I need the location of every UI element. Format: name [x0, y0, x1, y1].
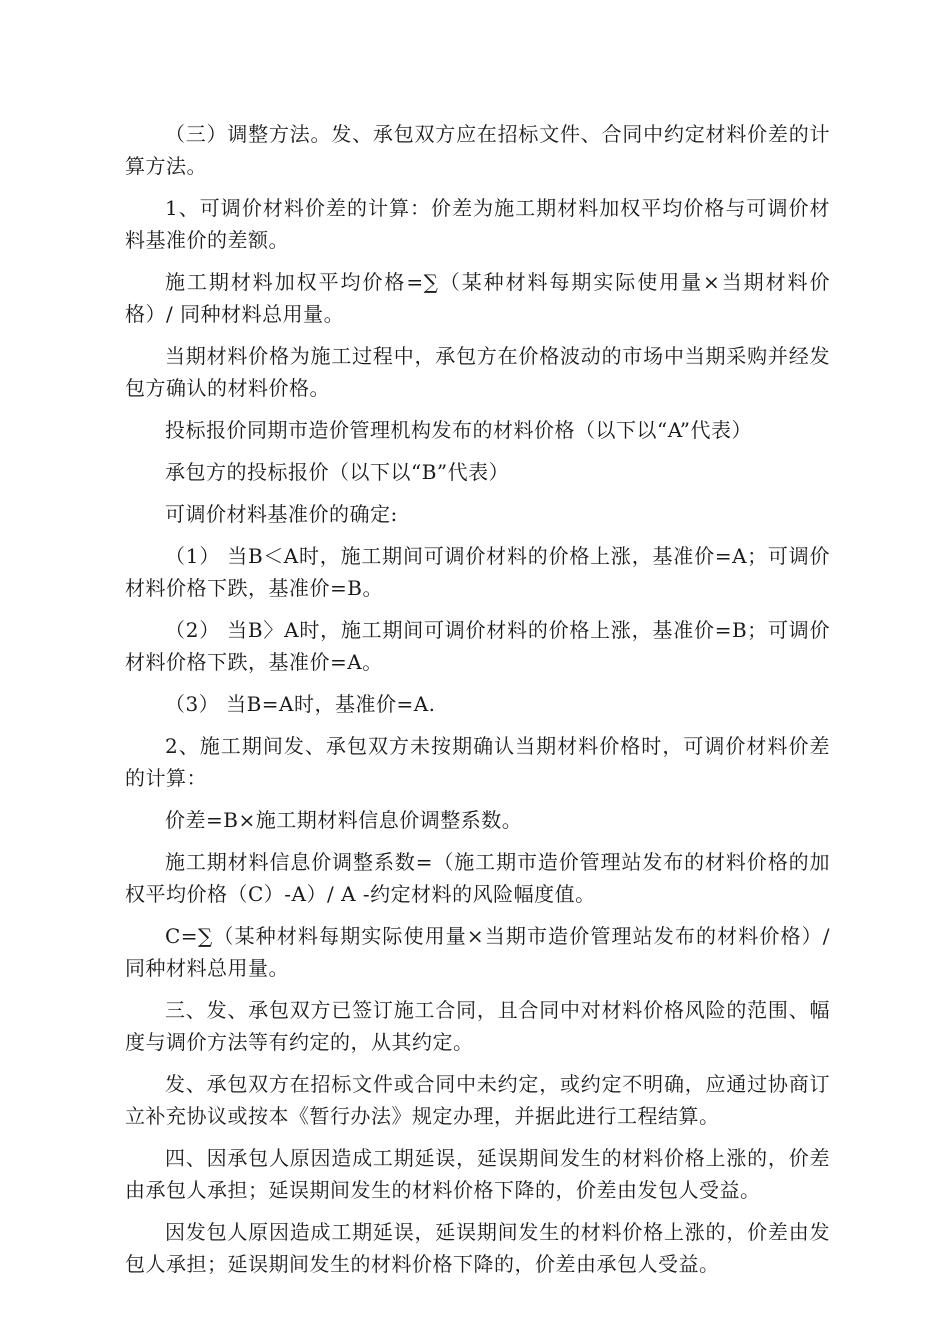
- paragraph-current-price-def: 当期材料价格为施工过程中，承包方在价格波动的市场中当期采购并经发包方确认的材料价格。: [125, 344, 830, 400]
- paragraph-unconfirmed-price: 2、施工期间发、承包双方未按期确认当期材料价格时，可调价材料价差的计算：: [125, 734, 830, 790]
- paragraph-employer-delay: 因发包人原因造成工期延误，延误期间发生的材料价格上涨的，价差由发包人承担；延误期间发生的材料价格下降的，价差由承包人受益。: [125, 1220, 830, 1276]
- paragraph-section-four: 四、因承包人原因造成工期延误，延误期间发生的材料价格上涨的，价差由承包人承担；延误期间发生的材料价格下降的，价差由发包人受益。: [125, 1146, 830, 1202]
- paragraph-price-diff-calc: 1、可调价材料价差的计算：价差为施工期材料加权平均价格与可调价材料基准价的差额。: [125, 196, 830, 252]
- paragraph-adjust-method: （三）调整方法。发、承包双方应在招标文件、合同中约定材料价差的计算方法。: [125, 122, 830, 178]
- paragraph-section-three: 三、发、承包双方已签订施工合同，且合同中对材料价格风险的范围、幅度与调价方法等有约定的，从其约定。: [125, 998, 830, 1054]
- paragraph-definition-b: 承包方的投标报价（以下以“B”代表）: [165, 460, 510, 484]
- document-body: [125, 118, 830, 1290]
- paragraph-price-diff-formula: 价差=B×施工期材料信息价调整系数。: [165, 808, 523, 832]
- paragraph-case-3: （3） 当B=A时，基准价=A.: [165, 692, 436, 716]
- paragraph-base-price-heading: 可调价材料基准价的确定:: [165, 502, 398, 526]
- paragraph-c-formula: C=∑（某种材料每期实际使用量×当期市造价管理站发布的材料价格）/ 同种材料总用量。: [125, 924, 830, 980]
- paragraph-no-agreement: 发、承包双方在招标文件或合同中未约定，或约定不明确，应通过协商订立补充协议或按本《暂行办法》规定办理，并据此进行工程结算。: [125, 1072, 830, 1128]
- paragraph-case-2: （2） 当B〉A时，施工期间可调价材料的价格上涨，基准价=B；可调价材料价格下跌，基准价=A。: [125, 618, 830, 674]
- paragraph-case-1: （1） 当B＜A时，施工期间可调价材料的价格上涨，基准价=A；可调价材料价格下跌，基准价=B。: [125, 544, 830, 600]
- paragraph-adjust-coefficient: 施工期材料信息价调整系数=（施工期市造价管理站发布的材料价格的加权平均价格（C）-A）/ A -约定材料的风险幅度值。: [125, 850, 830, 906]
- paragraph-definition-a: 投标报价同期市造价管理机构发布的材料价格（以下以“A”代表）: [165, 418, 752, 442]
- paragraph-weighted-avg-formula: 施工期材料加权平均价格=∑（某种材料每期实际使用量×当期材料价格）/ 同种材料总用量。: [125, 270, 830, 326]
